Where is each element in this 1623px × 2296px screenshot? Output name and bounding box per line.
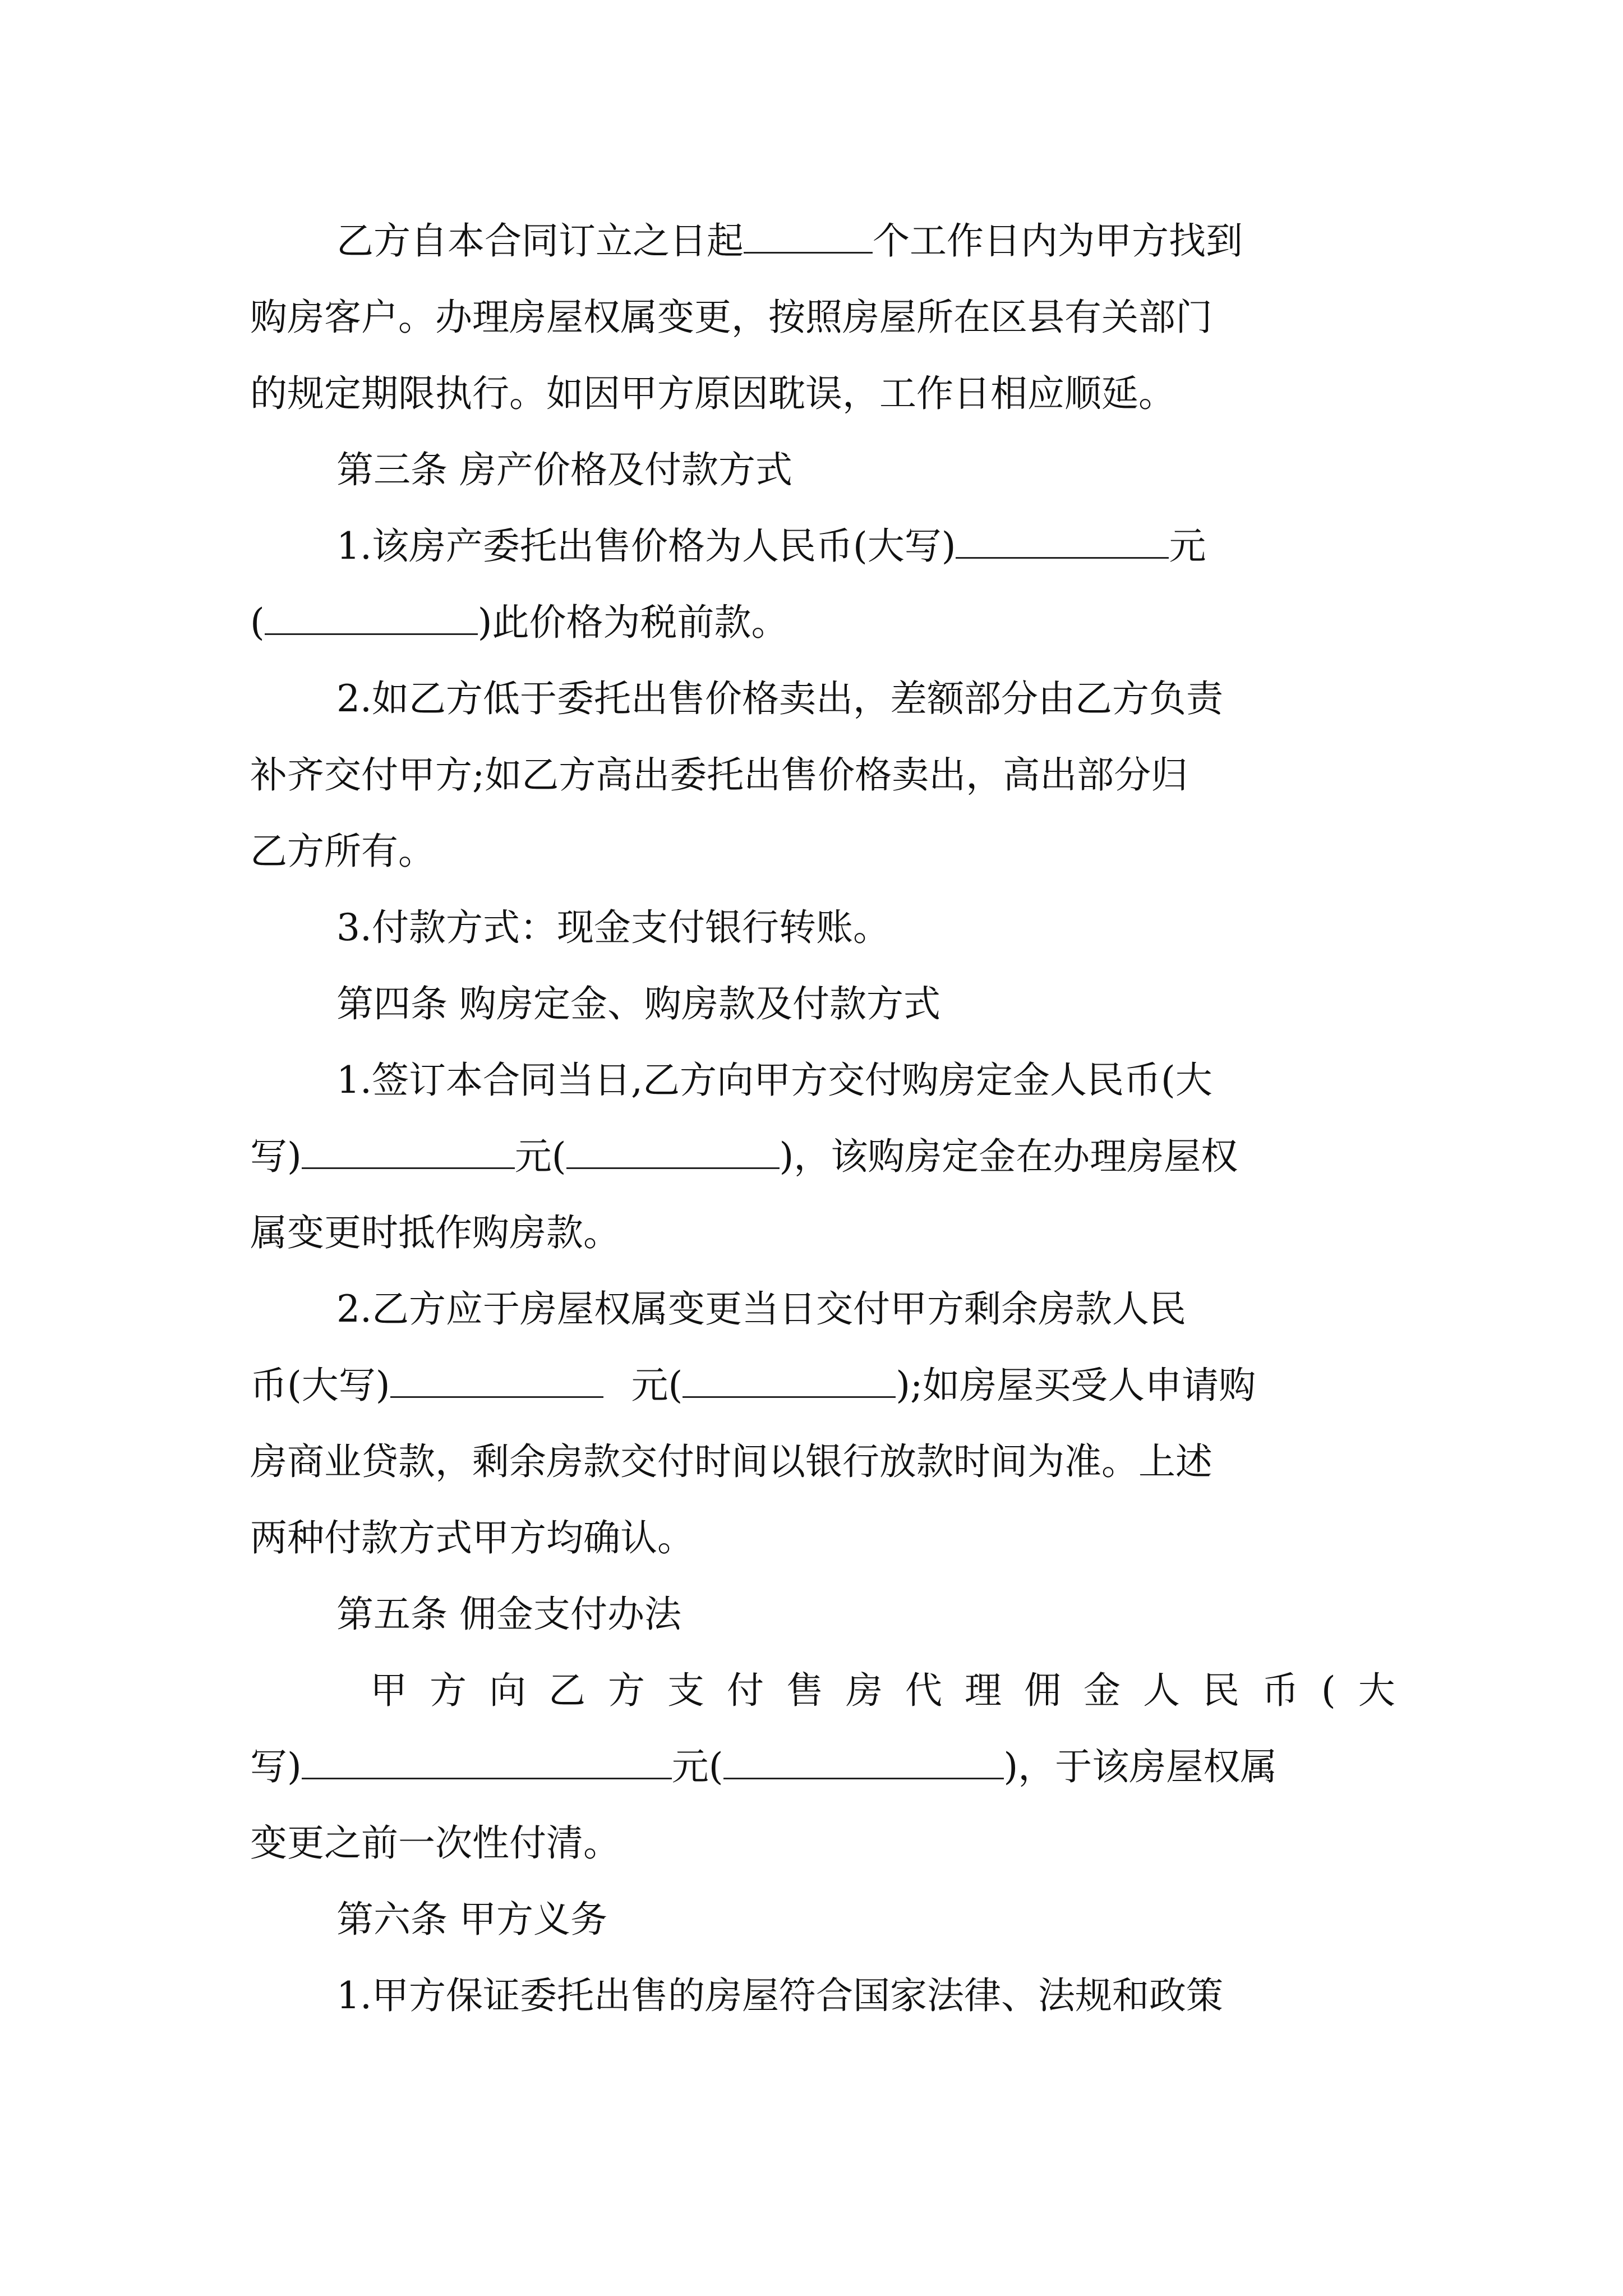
text-segment: 写) xyxy=(250,1135,302,1178)
text-segment: 元 xyxy=(1169,524,1206,568)
article-heading: 第三条 房产价格及付款方式 xyxy=(336,448,792,491)
text-line xyxy=(250,1359,1383,1412)
text-segment: 个工作日内为甲方找到 xyxy=(873,219,1243,263)
text-segment: 写) xyxy=(250,1745,302,1788)
blank-field xyxy=(744,218,873,254)
text-segment: 1.该房产委托出售价格为人民币(大写) xyxy=(336,524,956,568)
text-line xyxy=(336,519,1383,573)
text-line: 乙方所有。 xyxy=(250,830,435,873)
text-segment: 元( xyxy=(514,1135,566,1178)
text-line xyxy=(250,1740,1383,1794)
text-line: 属变更时抵作购房款。 xyxy=(250,1211,620,1254)
text-segment: ( xyxy=(250,601,265,644)
text-line: 购房客户。办理房屋权属变更，按照房屋所在区县有关部门 xyxy=(250,296,1212,339)
text-segment: )此价格为税前款。 xyxy=(477,601,789,644)
text-line: 补齐交付甲方;如乙方高出委托出售价格卖出，高出部分归 xyxy=(250,753,1188,797)
blank-field xyxy=(683,1363,896,1398)
text-line: 变更之前一次性付清。 xyxy=(250,1821,620,1865)
blank-field xyxy=(390,1363,603,1398)
text-line: 1.甲方保证委托出售的房屋符合国家法律、法规和政策 xyxy=(336,1974,1223,2017)
text-line: 房商业贷款，剩余房款交付时间以银行放款时间为准。上述 xyxy=(250,1440,1212,1483)
article-heading: 第六条 甲方义务 xyxy=(336,1898,607,1941)
blank-field xyxy=(265,600,478,635)
blank-field xyxy=(302,1744,672,1779)
text-line: 两种付款方式甲方均确认。 xyxy=(250,1516,694,1559)
text-line xyxy=(250,596,1383,650)
text-line: 2.乙方应于房屋权属变更当日交付甲方剩余房款人民 xyxy=(336,1287,1186,1331)
blank-field xyxy=(566,1134,780,1169)
article-heading: 第五条 佣金支付办法 xyxy=(336,1593,681,1636)
text-segment: 元( xyxy=(631,1364,683,1407)
text-segment: );如房屋买受人申请购 xyxy=(896,1364,1256,1407)
text-segment: 币(大写) xyxy=(250,1364,390,1407)
text-line: 3.付款方式：现金支付银行转账。 xyxy=(336,906,890,949)
text-line xyxy=(336,214,1383,268)
text-segment: )，该购房定金在办理房屋权 xyxy=(779,1135,1238,1178)
article-heading: 第四条 购房定金、购房款及付款方式 xyxy=(336,982,940,1025)
text-line: 的规定期限执行。如因甲方原因耽误，工作日相应顺延。 xyxy=(250,372,1175,415)
blank-field xyxy=(302,1134,515,1169)
text-line: 1.签订本合同当日,乙方向甲方交付购房定金人民币(大 xyxy=(336,1059,1212,1102)
text-segment: )，于该房屋权属 xyxy=(1003,1745,1278,1788)
text-segment: 元( xyxy=(671,1745,723,1788)
text-line: 甲方向乙方支付售房代理佣金人民币(大 xyxy=(370,1669,1418,1712)
text-segment: 乙方自本合同订立之日起 xyxy=(336,219,744,263)
text-line xyxy=(250,1130,1383,1184)
text-line: 2.如乙方低于委托出售价格卖出，差额部分由乙方负责 xyxy=(336,677,1223,720)
blank-field xyxy=(723,1744,1004,1779)
blank-field xyxy=(956,523,1169,559)
